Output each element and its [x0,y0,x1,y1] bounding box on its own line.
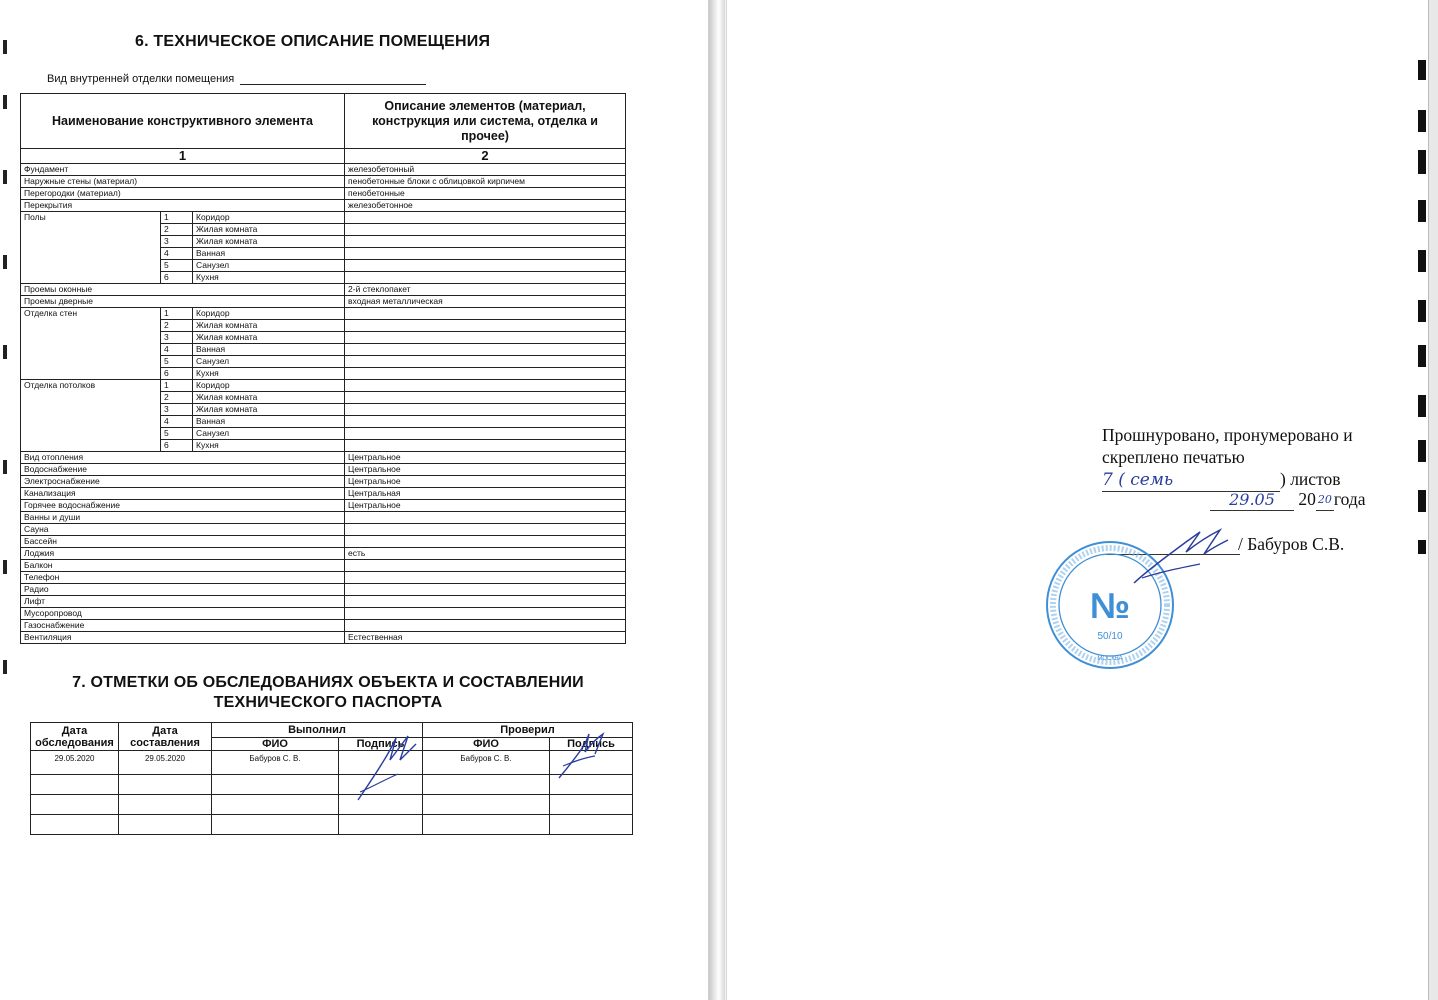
stamp-number: 50/10 [1097,631,1123,642]
table-row [21,476,626,488]
table-row [21,380,626,392]
room-number: 1 [161,308,193,320]
room-number: 3 [161,236,193,248]
room-name: Кухня [193,440,345,452]
row-value [345,536,626,548]
binding-mark [1418,150,1426,174]
compile-date-cell: 29.05.2020 [119,751,212,775]
binding-mark [3,560,7,574]
sheets-handwritten: 7 ( семь [1102,470,1280,492]
table-row [21,464,626,476]
row-label: Газоснабжение [21,620,345,632]
table-row [21,596,626,608]
row-label: Канализация [21,488,345,500]
year-handwritten: 20 [1316,489,1334,511]
room-number: 1 [161,212,193,224]
row-value [345,392,626,404]
row-value [345,512,626,524]
binding-mark [1418,300,1426,322]
room-number: 5 [161,428,193,440]
row-label: Телефон [21,572,345,584]
room-number: 2 [161,392,193,404]
header-compile-date: Дата составления [119,723,212,751]
table-row [21,296,626,308]
row-value [345,584,626,596]
survey-marks-table [30,722,633,835]
row-label: Электроснабжение [21,476,345,488]
header-performed-signature: Подпись [339,738,423,751]
room-name: Коридор [193,380,345,392]
row-value: Естественная [345,632,626,644]
room-number: 3 [161,332,193,344]
binding-mark [3,460,7,474]
room-number: 6 [161,272,193,284]
stamp-center: № [1089,585,1131,626]
row-value [345,428,626,440]
row-value [345,236,626,248]
header-performed-name: ФИО [212,738,339,751]
row-value: Центральное [345,464,626,476]
binding-mark [1418,110,1426,132]
table-row [21,200,626,212]
row-label: Проемы оконные [21,284,345,296]
row-label: Полы [21,212,161,284]
row-value [345,332,626,344]
binding-gutter [709,0,725,1000]
page-edge [1428,0,1438,1000]
row-value [345,608,626,620]
finish-type-line [47,73,426,85]
table-row [21,308,626,320]
header-performed: Выполнил [212,723,423,738]
room-name: Ванная [193,416,345,428]
room-number: 4 [161,344,193,356]
binding-mark [3,255,7,269]
binding-mark [1418,540,1426,554]
survey-date-cell: 29.05.2020 [31,751,119,775]
binding-mark [3,170,7,184]
date-handwritten: 29.05 [1210,489,1294,511]
certification-line1: Прошнуровано, пронумеровано и [1102,425,1353,445]
room-number: 2 [161,320,193,332]
col1-header: Наименование конструктивного элемента [21,94,345,149]
room-number: 3 [161,404,193,416]
table-row [21,452,626,464]
room-number: 6 [161,440,193,452]
row-value: Центральное [345,476,626,488]
col2-header: Описание элементов (материал, конструкция или система, отделка и прочее) [345,94,626,149]
technical-description-table [20,93,626,644]
table-row [21,512,626,524]
row-value: Центральная [345,488,626,500]
certification-signer: / Бабуров С.В. [1238,534,1345,554]
binding-mark [1418,345,1426,367]
room-name: Санузел [193,356,345,368]
table-row [21,176,626,188]
row-value [345,620,626,632]
table-row [21,488,626,500]
room-number: 6 [161,368,193,380]
row-label: Бассейн [21,536,345,548]
row-value [345,260,626,272]
row-label: Ванны и души [21,512,345,524]
table-row [21,188,626,200]
binding-mark [1418,395,1426,417]
col1-number: 1 [21,149,345,164]
table-row [21,536,626,548]
row-value [345,308,626,320]
table-row [21,632,626,644]
row-label: Наружные стены (материал) [21,176,345,188]
row-value: 2-й стеклопакет [345,284,626,296]
row-label: Проемы дверные [21,296,345,308]
section7-title-line2: ТЕХНИЧЕСКОГО ПАСПОРТА [213,694,443,711]
room-number: 5 [161,260,193,272]
row-value [345,572,626,584]
finish-type-label: Вид внутренней отделки помещения [47,73,235,85]
left-page [0,0,709,1000]
room-name: Санузел [193,428,345,440]
row-label: Лоджия [21,548,345,560]
table-row [21,620,626,632]
row-value [345,356,626,368]
row-value [345,416,626,428]
room-name: Коридор [193,212,345,224]
row-label: Мусоропровод [21,608,345,620]
header-checked: Проверил [423,723,633,738]
row-value: пенобетонные блоки с облицовкой кирпичем [345,176,626,188]
table-row [21,524,626,536]
row-label: Балкон [21,560,345,572]
row-label: Вид отопления [21,452,345,464]
room-name: Жилая комната [193,404,345,416]
room-number: 1 [161,380,193,392]
sheets-suffix: ) листов [1280,469,1341,489]
binding-mark [1418,60,1426,80]
room-name: Жилая комната [193,392,345,404]
table-row [21,584,626,596]
section7-title-line1: 7. ОТМЕТКИ ОБ ОБСЛЕДОВАНИЯХ ОБЪЕКТА И СОСТАВЛЕНИИ [72,674,584,691]
row-value [345,560,626,572]
row-value [345,380,626,392]
row-label: Водоснабжение [21,464,345,476]
room-name: Жилая комната [193,332,345,344]
room-name: Жилая комната [193,320,345,332]
table-row [21,212,626,224]
row-value [345,524,626,536]
header-checked-name: ФИО [423,738,550,751]
row-value: есть [345,548,626,560]
table-row [21,164,626,176]
table-row [31,775,633,795]
binding-mark [1418,250,1426,272]
row-label: Перекрытия [21,200,345,212]
room-name: Коридор [193,308,345,320]
row-value [345,404,626,416]
row-value: Центральное [345,452,626,464]
row-value: пенобетонные [345,188,626,200]
stamp-city: МОСКВА [1097,656,1123,662]
room-name: Ванная [193,344,345,356]
section6-title: 6. ТЕХНИЧЕСКОЕ ОПИСАНИЕ ПОМЕЩЕНИЯ [135,33,491,50]
room-name: Ванная [193,248,345,260]
col2-number: 2 [345,149,626,164]
row-label: Перегородки (материал) [21,188,345,200]
table-row [31,751,633,775]
row-value [345,440,626,452]
header-checked-signature: Подпись [550,738,633,751]
row-label: Отделка стен [21,308,161,380]
row-value: железобетонный [345,164,626,176]
room-name: Жилая комната [193,236,345,248]
table-row [31,795,633,815]
performed-name-cell: Бабуров С. В. [212,751,339,775]
finish-type-blank [240,74,426,85]
row-label: Сауна [21,524,345,536]
room-number: 4 [161,248,193,260]
row-label: Отделка потолков [21,380,161,452]
table-row [21,284,626,296]
certification-line2: скреплено печатью [1102,447,1245,467]
certification-date [1210,489,1366,511]
row-label: Горячее водоснабжение [21,500,345,512]
row-value [345,344,626,356]
year-prefix: 20 [1298,489,1316,509]
binding-mark [3,660,7,674]
certification-signature [1130,528,1230,588]
section7-title [58,673,598,713]
room-number: 5 [161,356,193,368]
row-label: Лифт [21,596,345,608]
table-row [21,500,626,512]
row-label: Фундамент [21,164,345,176]
header-survey-date: Дата обследования [31,723,119,751]
room-name: Кухня [193,272,345,284]
table-row [21,608,626,620]
row-value [345,320,626,332]
binding-mark [3,345,7,359]
row-value [345,368,626,380]
row-value: входная металлическая [345,296,626,308]
row-label: Радио [21,584,345,596]
room-name: Санузел [193,260,345,272]
row-value [345,248,626,260]
room-name: Жилая комната [193,224,345,236]
room-number: 4 [161,416,193,428]
row-value: Центральное [345,500,626,512]
table-row [31,815,633,835]
row-value [345,224,626,236]
table-row [21,548,626,560]
checker-signature [555,730,615,785]
year-suffix: года [1333,489,1366,509]
binding-mark [3,95,7,109]
performer-signature [350,730,420,810]
binding-mark [3,40,7,54]
row-value [345,272,626,284]
checked-name-cell: Бабуров С. В. [423,751,550,775]
row-value [345,596,626,608]
binding-mark [1418,440,1426,462]
binding-mark [1418,200,1426,222]
room-number: 2 [161,224,193,236]
row-value: железобетонное [345,200,626,212]
binding-mark [1418,490,1426,512]
table-row [21,572,626,584]
row-label: Вентиляция [21,632,345,644]
room-name: Кухня [193,368,345,380]
table-row [21,560,626,572]
row-value [345,212,626,224]
